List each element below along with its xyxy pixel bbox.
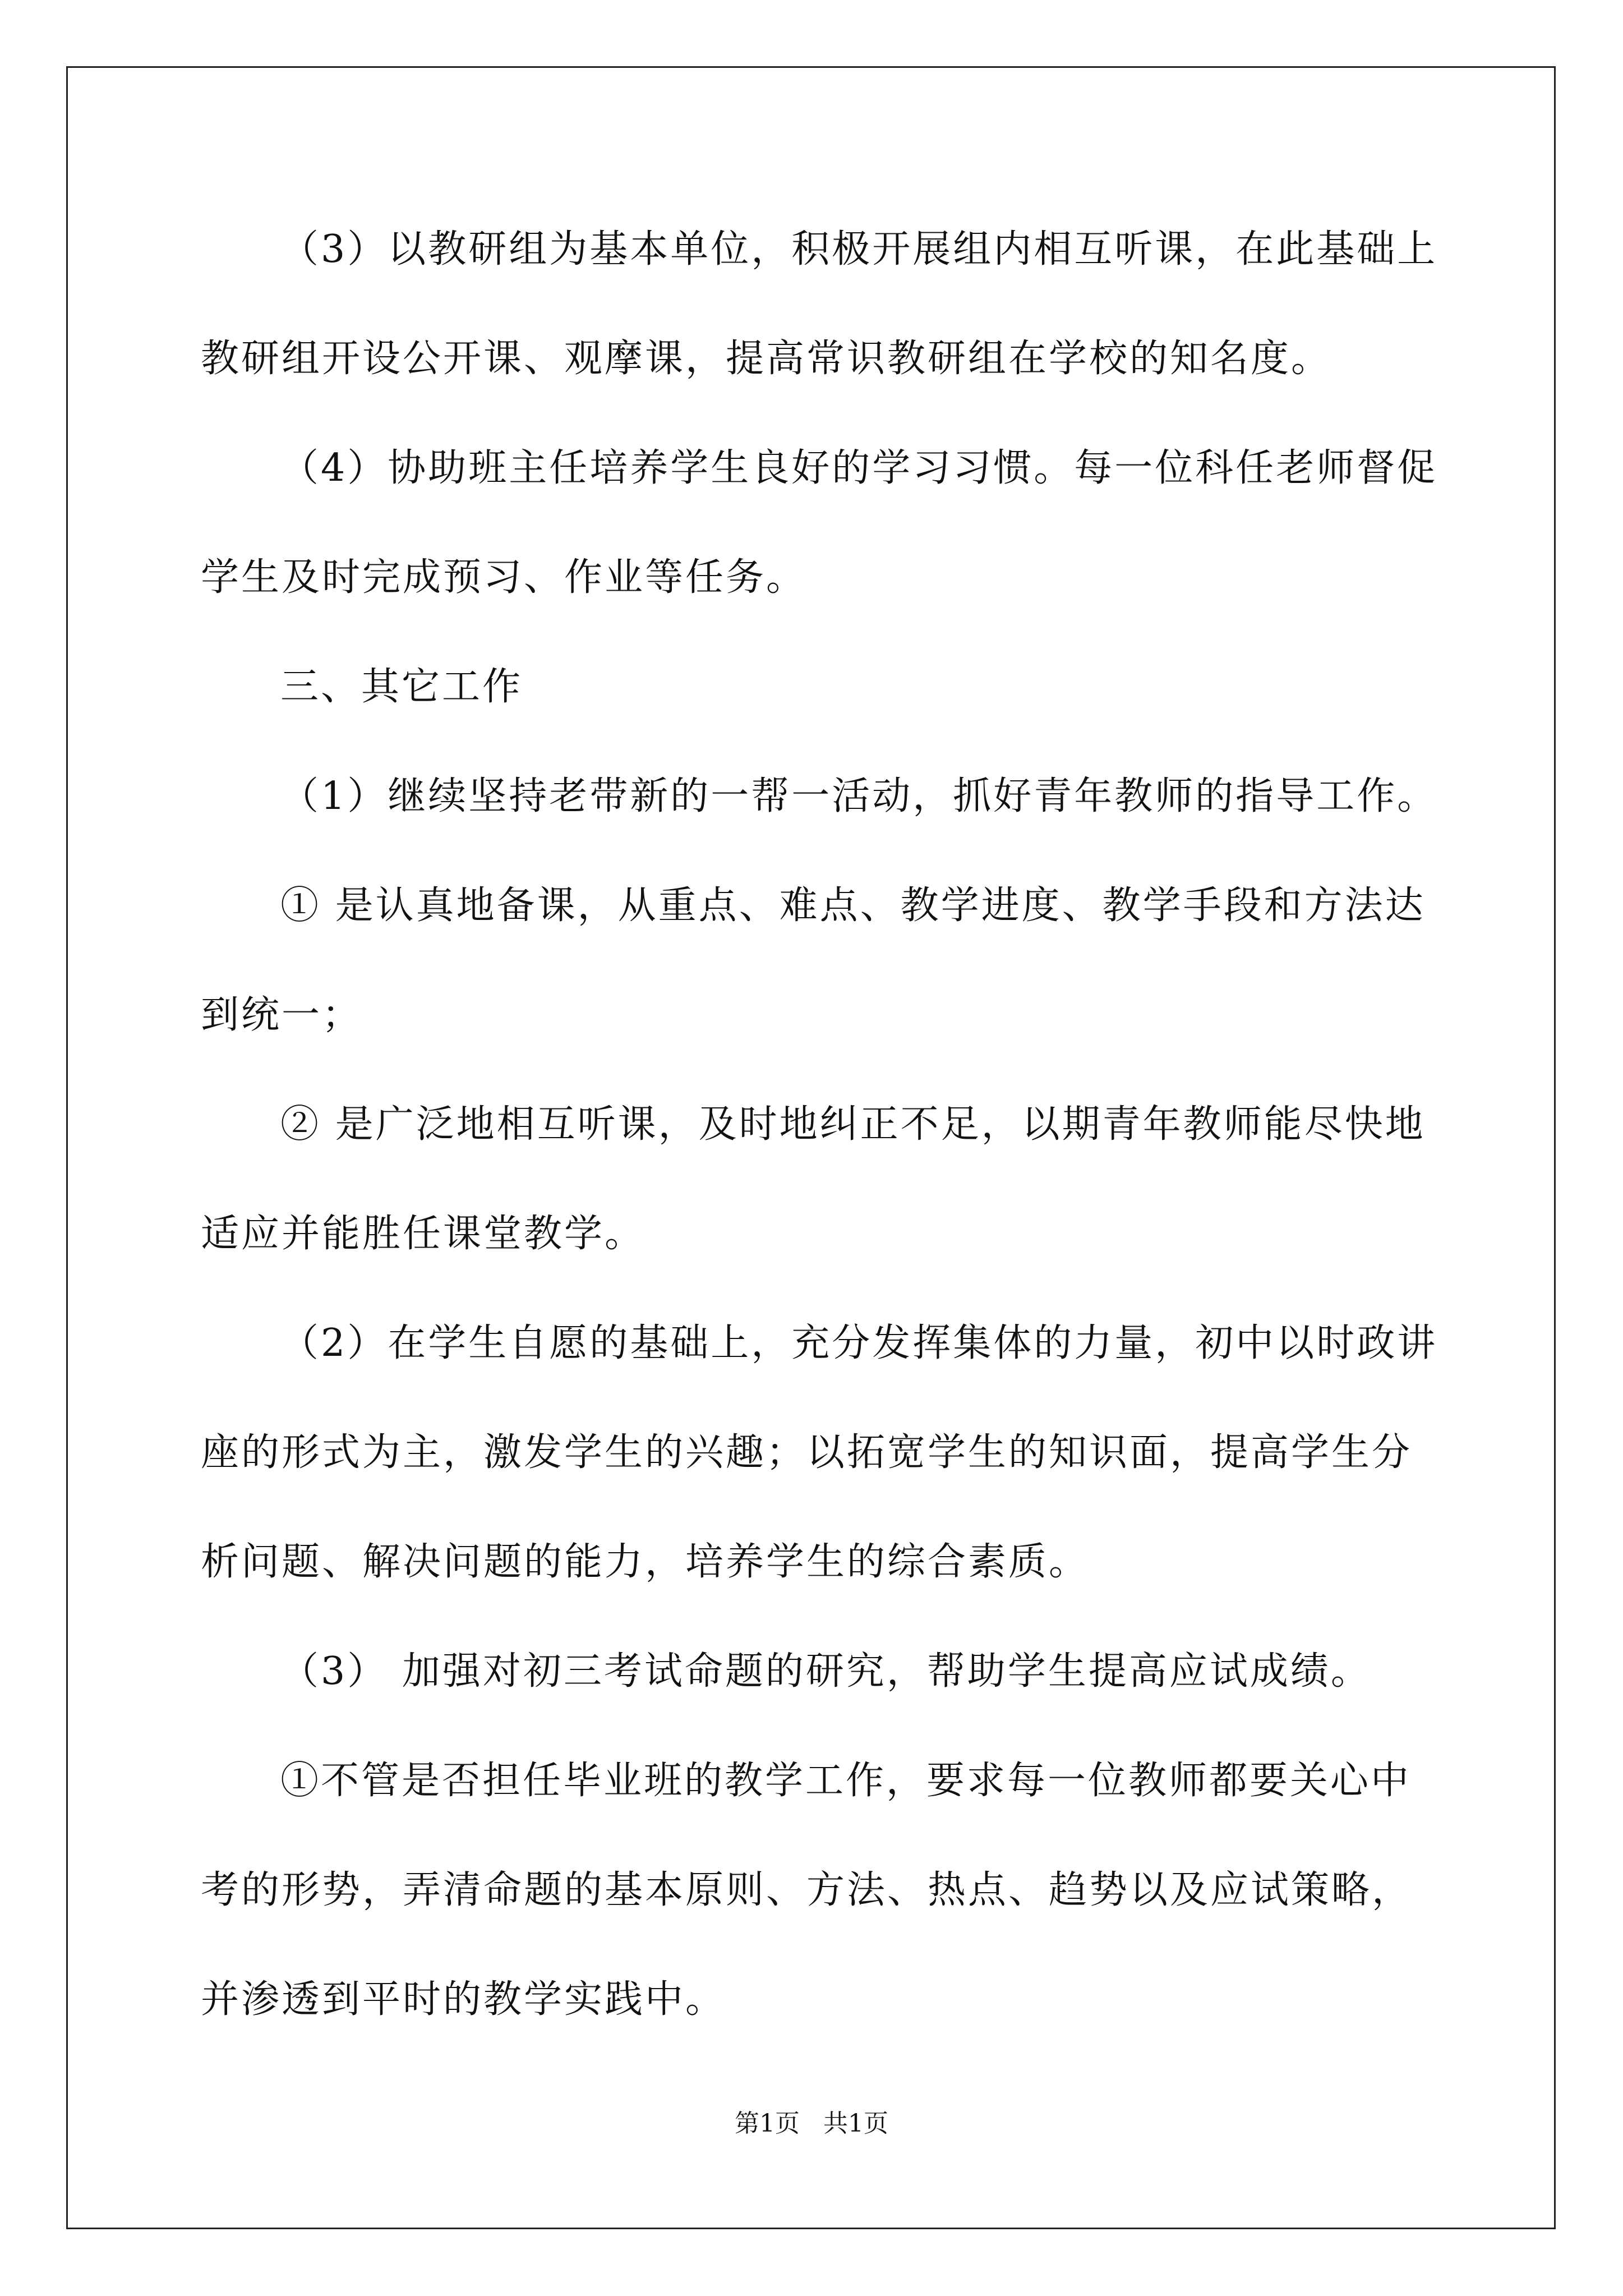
paragraph-line: 教研组开设公开课、观摩课，提高常识教研组在学校的知名度。 bbox=[201, 337, 1332, 381]
paragraph-line: （2）在学生自愿的基础上，充分发挥集体的力量，初中以时政讲 bbox=[280, 1321, 1438, 1365]
paragraph-line: ①不管是否担任毕业班的教学工作，要求每一位教师都要关心中 bbox=[280, 1759, 1412, 1803]
page-number-footer: 第1页 共1页 bbox=[735, 2109, 888, 2138]
paragraph-line: 考的形势，弄清命题的基本原则、方法、热点、趋势以及应试策略， bbox=[201, 1868, 1413, 1912]
paragraph-line: 到统一； bbox=[201, 993, 363, 1037]
paragraph-line: ① 是认真地备课，从重点、难点、教学进度、教学手段和方法达 bbox=[280, 884, 1426, 928]
section-heading: 三、其它工作 bbox=[280, 665, 523, 709]
paragraph-line: （3） 加强对初三考试命题的研究，帮助学生提高应试成绩。 bbox=[280, 1649, 1371, 1694]
paragraph-line: （3）以教研组为基本单位，积极开展组内相互听课，在此基础上 bbox=[280, 227, 1438, 272]
paragraph-line: ② 是广泛地相互听课，及时地纠正不足，以期青年教师能尽快地 bbox=[280, 1102, 1426, 1147]
paragraph-line: 析问题、解决问题的能力，培养学生的综合素质。 bbox=[201, 1540, 1090, 1584]
paragraph-line: （1）继续坚持老带新的一帮一活动，抓好青年教师的指导工作。 bbox=[280, 774, 1438, 818]
paragraph-line: 适应并能胜任课堂教学。 bbox=[201, 1212, 645, 1256]
paragraph-line: 座的形式为主，激发学生的兴趣；以拓宽学生的知识面，提高学生分 bbox=[201, 1430, 1413, 1475]
paragraph-line: （4）协助班主任培养学生良好的学习习惯。每一位科任老师督促 bbox=[280, 446, 1438, 490]
paragraph-line: 并渗透到平时的教学实践中。 bbox=[201, 1977, 726, 2022]
paragraph-line: 学生及时完成预习、作业等任务。 bbox=[201, 555, 807, 600]
